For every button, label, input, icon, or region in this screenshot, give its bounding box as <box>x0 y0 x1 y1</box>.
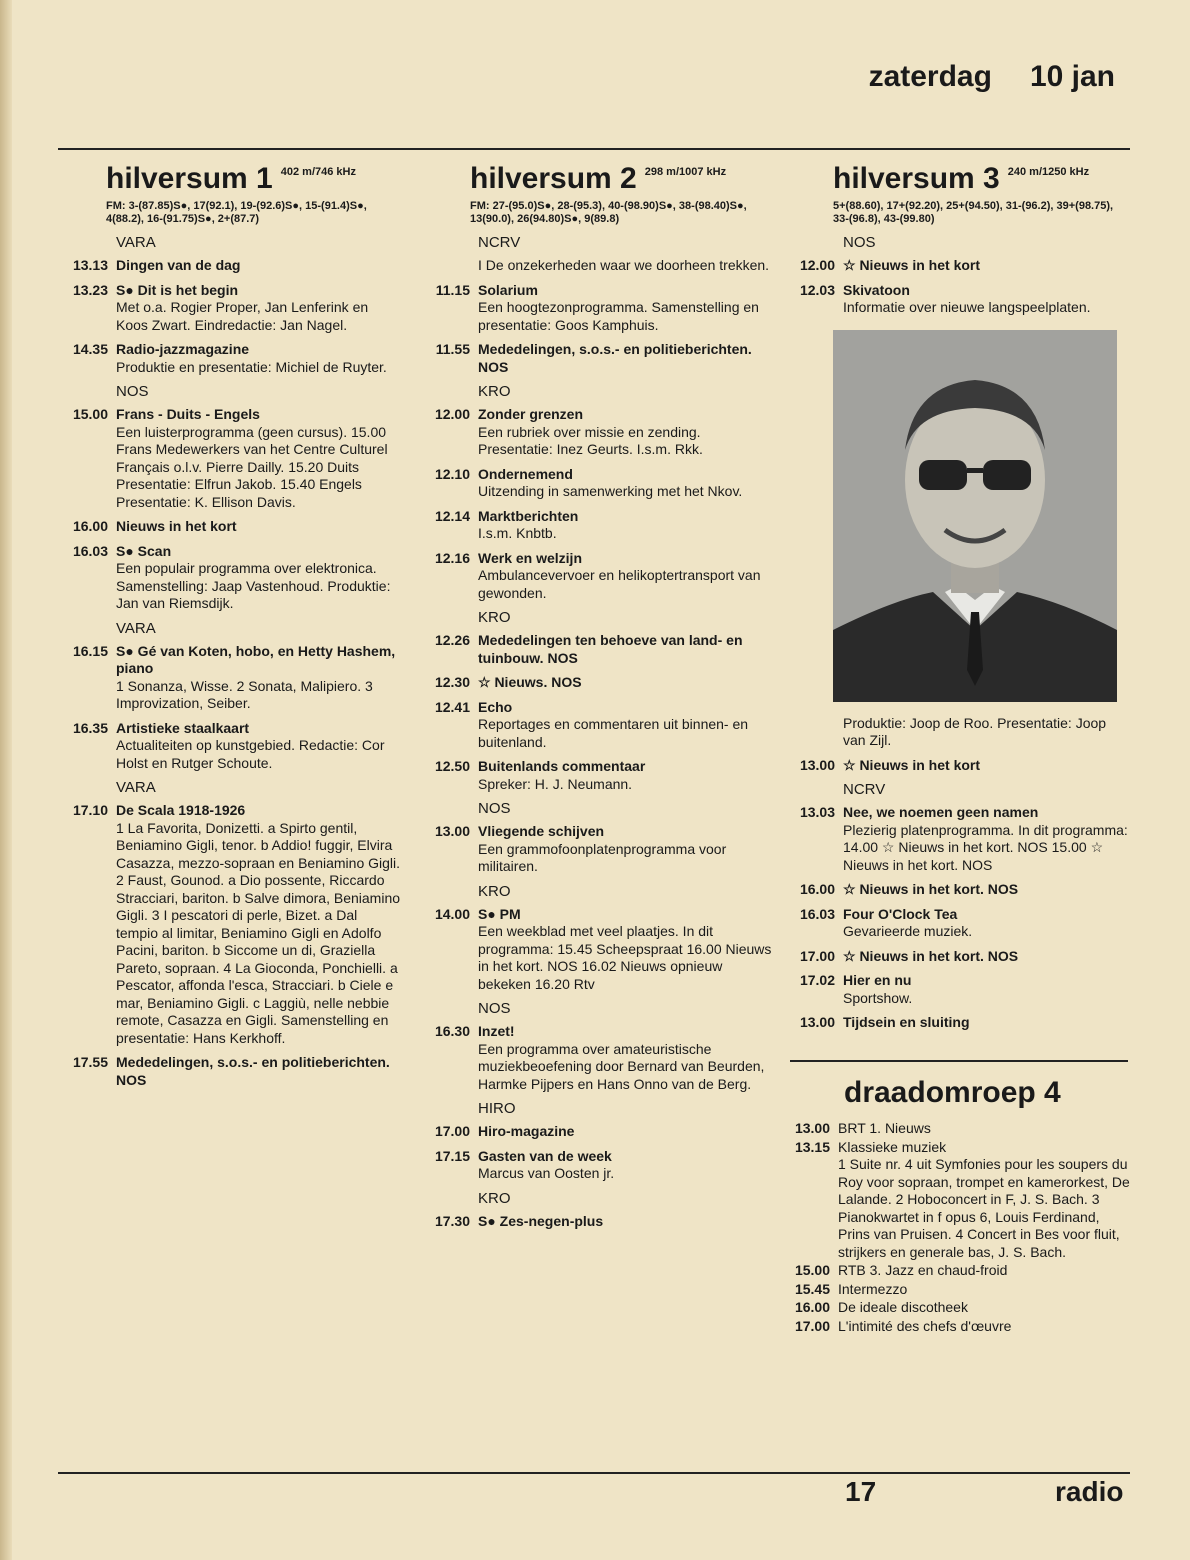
program-item: 16.00 ☆ Nieuws in het kort. NOS <box>799 881 1019 897</box>
broadcaster: NCRV <box>478 234 521 251</box>
section-title: draadomroep 4 <box>844 1076 1061 1109</box>
program-item: 13.13 Dingen van de dag <box>72 257 241 273</box>
station-title: hilversum 3 $^{240 m/1250 kHz}$ <box>833 162 1090 195</box>
top-rule <box>58 148 1130 150</box>
program-item: 11.15 Solarium Een hoogtezonprogramma. Samenstelling en presentatie: Goos Kamphuis. <box>435 281 759 333</box>
broadcaster: KRO <box>478 1189 511 1207</box>
program-item: 16.35 Artistieke staalkaart Actualiteiten op kunstgebied. Redactie: Cor Holst en Rutger Schoute. <box>72 719 385 771</box>
program-item: 16.03 S● Scan Een populair programma over elektronica. Samenstelling: Jaap Vastenhoud. Produktie: Jan van Riemsdijk. <box>72 542 391 611</box>
program-item: 12.26 Mededelingen ten behoeve van land- en tuinbouw. NOS <box>434 632 743 666</box>
program-item: 15.45 Intermezzo <box>794 1280 908 1297</box>
program-item: 17.00 Hiro-magazine <box>434 1123 575 1139</box>
header-day: zaterdag <box>868 60 992 93</box>
program-item: 12.30 ☆ Nieuws. NOS <box>434 674 582 690</box>
program-item: 17.10 De Scala 1918-1926 1 La Favorita, Donizetti. a Spirto gentil, Beniamino Gigli, tenor. b Addio! fuggir, Elvira Casazza, mezzo-sopraan en Beniamino Gigli. 2 Faust, Gounod. a Dio possente, Riccardo Stracciari, bariton. b Salve dimora, Beniamino Gigli. 3 I pescatori di perle, Bizet. a Dal tempio al limitar, Beniamino Gigli en Adolfo Pacini, bariton. b Siccome un di, Graziella Pareto, sopraan. 4 La Gioconda, Ponchielli. a Pescator, affonda l'esca, Stracciari. b Ciele e mar, Beniamino Gigli. c Laggiù, nelle nebbie remote, Casazza en Gigli. Samenstelling en presentatie: Hans Kerkhoff. <box>72 802 401 1046</box>
broadcaster: VARA <box>116 779 156 796</box>
program-item: 12.16 Werk en welzijn Ambulancevervoer en helikoptertransport van gewonden. <box>434 549 761 601</box>
broadcaster: KRO <box>478 609 511 626</box>
draadomroep-4-section <box>790 1060 1130 1336</box>
column-hilversum-1 <box>58 162 403 1096</box>
program-item: 12.10 Ondernemend Uitzending in samenwerking met het Nkov. <box>434 465 743 499</box>
page-number: 17 <box>845 1476 877 1507</box>
program-item: 12.50 Buitenlands commentaar Spreker: H. J. Neumann. <box>434 758 646 792</box>
program-item: 13.00 BRT 1. Nieuws <box>794 1120 931 1136</box>
fm-frequencies: FM: 3-(87.85)S●, 17(92.1), 19-(92.6)S●, 15-(91.4)S●, 4(88.2), 16-(91.75)S●, 2+(87.7) <box>106 200 367 225</box>
broadcaster: NOS <box>478 800 511 817</box>
program-item: 13.03 Nee, we noemen geen namen Plezierig platenprogramma. In dit programma: 14.00 ☆ Nieuws in het kort. NOS 15.00 ☆ Nieuws in het kort. NOS <box>799 804 1128 873</box>
program-item: 17.30 S● Zes-negen-plus <box>434 1212 604 1229</box>
program-item: 14.35 Radio-jazzmagazine Produktie en presentatie: Michiel de Ruyter. <box>72 341 387 375</box>
station-title: hilversum 2 $^{298 m/1007 kHz}$ <box>470 162 727 195</box>
program-item: 12.00 ☆ Nieuws in het kort <box>799 257 981 273</box>
program-item: 12.14 Marktberichten I.s.m. Knbtb. <box>434 507 579 541</box>
program-item: 16.03 Four O'Clock Tea Gevarieerde muziek. <box>799 905 973 939</box>
broadcaster: VARA <box>116 619 156 637</box>
program-item: 12.03 Skivatoon Informatie over nieuwe langspeelplaten. <box>799 281 1091 315</box>
header-date: 10 jan <box>1029 60 1115 93</box>
section-rule <box>790 1060 1128 1062</box>
program-item: 13.00 Vliegende schijven Een grammofoonplatenprogramma voor militairen. <box>434 823 727 874</box>
photo-caption: Produktie: Joop de Roo. Presentatie: Joop van Zijl. <box>843 714 1107 748</box>
program-item: 15.00 Frans - Duits - Engels Een luisterprogramma (geen cursus). 15.00 Frans Medewerkers van het Centre Culturel Français o.l.v. Pierre Dailly. 15.20 Duits Presentatie: Elfrun Jakob. 15.40 Engels Presentatie: K. Ellison Davis. <box>72 406 388 510</box>
program-item: 13.00 Tijdsein en sluiting <box>799 1014 970 1030</box>
column-hilversum-3 <box>785 162 1130 1039</box>
program-item: 12.41 Echo Reportages en commentaren uit binnen- en buitenland. <box>434 698 749 750</box>
program-item: 17.15 Gasten van de week Marcus van Oosten jr. <box>434 1147 615 1181</box>
broadcaster: KRO <box>478 383 511 400</box>
broadcaster: HIRO <box>478 1100 516 1117</box>
page-edge <box>0 0 12 1560</box>
bottom-rule <box>58 1472 1130 1474</box>
program-item: 11.55 Mededelingen, s.o.s.- en politieberichten. NOS <box>435 341 752 375</box>
section-name: radio <box>1055 1476 1124 1507</box>
program-item: 17.55 Mededelingen, s.o.s.- en politieberichten. NOS <box>72 1054 390 1088</box>
fm-frequencies: FM: 27-(95.0)S●, 28-(95.3), 40-(98.90)S●, 38-(98.40)S●, 13(90.0), 26(94.80)S●, 9(89.8) <box>470 200 747 225</box>
broadcaster: KRO <box>478 882 511 900</box>
program-item: 16.00 De ideale discotheek <box>794 1299 968 1315</box>
presenter-photo <box>833 330 1117 702</box>
column-hilversum-2 <box>420 162 775 1237</box>
station-title: hilversum 1 $^{402 m/746 kHz}$ <box>106 162 356 195</box>
broadcaster: NCRV <box>843 781 886 798</box>
program-item: 13.15 Klassieke muziek 1 Suite nr. 4 uit Symfonies pour les soupers du Roy voor sopraan, trompet en kamerorkest, De Lalande. 2 Hoboconcert in F, J. S. Bach. 3 Pianokwartet in f opus 6, Louis Ferdinand, Prins van Pruisen. 4 Concert in Bes voor fluit, strijkers en generale bas, J. S. Bach. <box>794 1138 1130 1260</box>
fm-frequencies: 5+(88.60), 17+(92.20), 25+(94.50), 31-(96.2), 39+(98.75), 33-(96.8), 43-(99.80) <box>833 200 1114 225</box>
program-item: 13.23 S● Dit is het begin Met o.a. Rogier Proper, Jan Lenferink en Koos Zwart. Eindredactie: Jan Nagel. <box>72 281 369 333</box>
program-item: 16.00 Nieuws in het kort <box>72 518 237 534</box>
program-item: 17.00 L'intimité des chefs d'œuvre <box>794 1317 1012 1334</box>
program-item: 14.00 S● PM Een weekblad met veel plaatjes. In dit programma: 15.45 Scheepspraat 16.00 Nieuws in het kort. NOS 16.02 Nieuws opnieuw bekeken 16.20 Rtv <box>434 905 772 992</box>
broadcaster: NOS <box>843 234 876 251</box>
program-item: 13.00 ☆ Nieuws in het kort <box>799 756 981 773</box>
program-item: 12.00 Zonder grenzen Een rubriek over missie en zending. Presentatie: Inez Geurts. I.s.m. Rkk. <box>434 406 703 457</box>
page-header <box>831 60 1115 94</box>
program-item: 16.30 Inzet! Een programma over amateuristische muziekbeoefening door Bernard van Beurden, Harmke Pijpers en Hans Onno van de Berg. <box>434 1023 765 1092</box>
broadcaster: VARA <box>116 234 156 251</box>
program-item: 15.00 RTB 3. Jazz en chaud-froid <box>794 1262 1008 1278</box>
program-item: 16.15 S● Gé van Koten, hobo, en Hetty Hashem, piano 1 Sonanza, Wisse. 2 Sonata, Malipiero. 3 Improvization, Seiber. <box>72 642 396 711</box>
broadcaster: NOS <box>478 1000 511 1017</box>
program-item: I De onzekerheden waar we doorheen trekken. <box>478 257 770 273</box>
program-item: 17.02 Hier en nu Sportshow. <box>799 972 913 1006</box>
broadcaster: NOS <box>116 383 149 400</box>
program-item: 17.00 ☆ Nieuws in het kort. NOS <box>799 947 1019 964</box>
